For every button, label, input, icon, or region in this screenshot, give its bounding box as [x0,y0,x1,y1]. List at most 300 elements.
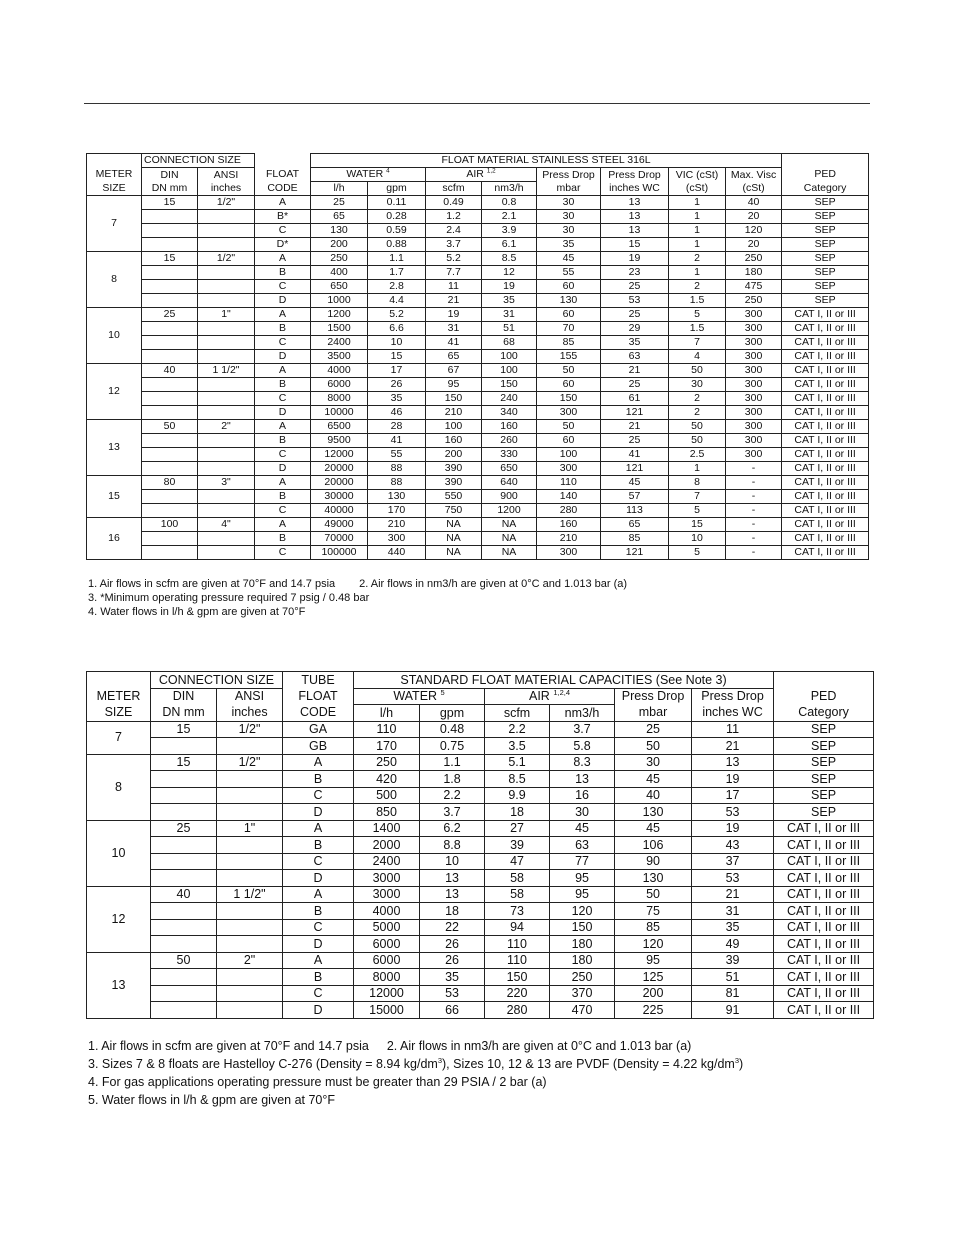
din-cell: 50 [151,952,217,969]
table-row [87,308,869,322]
data-cell: 260 [482,434,537,448]
din-cell: 100 [142,518,198,532]
data-cell: 130 [368,490,426,504]
note-1: 1. Air flows in scfm are given at 70°F and 14.7 psia [88,578,336,590]
data-cell: 12 [482,266,537,280]
data-cell: 10 [368,336,426,350]
header-max-visc-unit: (cSt) [726,182,782,196]
data-cell: 50 [669,364,726,378]
data-cell: 100 [482,364,537,378]
din-cell [142,406,198,420]
data-cell: 8 [669,476,726,490]
din-cell [142,546,198,560]
data-cell: 8.3 [550,754,615,771]
meter-size-cell: 12 [87,364,142,420]
data-cell: 30 [550,804,615,821]
data-cell: 53 [692,870,774,887]
data-cell: 4000 [354,903,420,920]
header-float-material: FLOAT MATERIAL STAINLESS STEEL 316L [311,154,782,168]
data-cell: SEP [782,266,869,280]
data-cell: C [255,224,311,238]
data-cell: 1.5 [669,322,726,336]
data-cell: 1 [669,224,726,238]
data-cell: 58 [485,886,550,903]
data-cell: D [283,936,354,953]
din-cell: 40 [151,886,217,903]
meter-size-cell: 8 [87,252,142,308]
note-3-part-a: 3. Sizes 7 & 8 floats are Hastelloy C-276 (Density = 8.94 kg/dm [88,1057,438,1071]
din-cell: 50 [142,420,198,434]
data-cell: 25 [601,378,669,392]
ansi-cell [198,378,255,392]
data-cell: - [726,490,782,504]
data-cell: 22 [420,919,485,936]
data-cell: 113 [601,504,669,518]
header-gpm: gpm [420,705,485,722]
data-cell: 94 [485,919,550,936]
data-cell: 225 [615,1002,692,1019]
header-lh: l/h [311,182,368,196]
data-cell: 51 [482,322,537,336]
data-cell: 45 [615,820,692,837]
data-cell: 40 [615,787,692,804]
data-cell: 300 [537,462,601,476]
data-cell: 340 [482,406,537,420]
data-cell: 5000 [354,919,420,936]
data-cell: 66 [420,1002,485,1019]
data-cell: 220 [485,985,550,1002]
data-cell: 25 [601,434,669,448]
meter-size-cell: 12 [87,886,151,952]
data-cell: B [255,322,311,336]
ansi-cell: 1 1/2" [198,364,255,378]
data-cell: 25 [601,308,669,322]
data-cell: 43 [692,837,774,854]
data-cell: 300 [726,406,782,420]
data-cell: 15 [669,518,726,532]
data-cell: 2400 [354,853,420,870]
data-cell: 475 [726,280,782,294]
data-cell: CAT I, II or III [774,837,874,854]
data-cell: 8.5 [482,252,537,266]
data-cell: C [255,392,311,406]
data-cell: 8.8 [420,837,485,854]
data-cell: 46 [368,406,426,420]
data-cell: 95 [615,952,692,969]
data-cell: 0.48 [420,721,485,738]
data-cell: D [283,804,354,821]
data-cell: 2 [669,280,726,294]
meter-size-cell: 16 [87,518,142,560]
ansi-cell [217,919,283,936]
data-cell: D* [255,238,311,252]
data-cell: B [255,378,311,392]
data-cell: NA [482,532,537,546]
table-row [87,238,869,252]
data-cell: 170 [368,504,426,518]
data-cell: 850 [354,804,420,821]
data-cell: 6.1 [482,238,537,252]
meter-size-cell: 10 [87,820,151,886]
data-cell: 30 [615,754,692,771]
meter-size-cell: 8 [87,754,151,820]
header-ansi: ANSI [217,688,283,705]
data-cell: CAT I, II or III [782,476,869,490]
din-cell [142,350,198,364]
data-cell: 1.8 [420,771,485,788]
data-cell: 16 [550,787,615,804]
data-cell: 55 [368,448,426,462]
data-cell: CAT I, II or III [782,336,869,350]
header-connection-size: CONNECTION SIZE [151,672,283,689]
din-cell [142,462,198,476]
data-cell: 39 [485,837,550,854]
note-line [88,577,627,591]
data-cell: SEP [774,721,874,738]
ansi-cell [217,870,283,887]
data-cell: 4.4 [368,294,426,308]
data-cell: B [255,490,311,504]
data-cell: SEP [774,754,874,771]
table-row [87,210,869,224]
data-cell: 6000 [354,936,420,953]
data-cell: CAT I, II or III [774,820,874,837]
data-cell: 28 [368,420,426,434]
data-cell: 5.2 [368,308,426,322]
data-cell: 180 [550,952,615,969]
table-row [87,336,869,350]
data-cell: 121 [601,406,669,420]
header-air [426,168,537,182]
data-cell: NA [482,546,537,560]
data-cell: 90 [615,853,692,870]
header-max-visc: Max. Visc [726,168,782,182]
header-press-drop-mbar: Press Drop [537,168,601,182]
meter-size-cell: 13 [87,952,151,1018]
data-cell: 19 [426,308,482,322]
din-cell: 15 [142,196,198,210]
header-inches-wc: inches WC [601,182,669,196]
data-cell: B [283,903,354,920]
ansi-cell [198,266,255,280]
data-cell: 3500 [311,350,368,364]
data-cell: 180 [726,266,782,280]
data-cell: 5.2 [426,252,482,266]
table-row [87,462,869,476]
data-cell: 470 [550,1002,615,1019]
data-cell: 13 [692,754,774,771]
data-cell: 140 [537,490,601,504]
table-row [87,721,874,738]
data-cell: 31 [426,322,482,336]
data-cell: - [726,504,782,518]
data-cell: - [726,532,782,546]
data-cell: B [255,532,311,546]
table-row [87,886,874,903]
data-cell: CAT I, II or III [782,462,869,476]
data-cell: 49 [692,936,774,953]
ansi-cell: 1" [198,308,255,322]
table-row [87,252,869,266]
ansi-cell [198,280,255,294]
data-cell: A [255,476,311,490]
data-cell: 60 [537,434,601,448]
data-cell: 75 [615,903,692,920]
data-cell: 3.7 [420,804,485,821]
data-cell: 85 [615,919,692,936]
ansi-cell: 1/2" [217,721,283,738]
data-cell: 2.2 [420,787,485,804]
data-cell: C [255,336,311,350]
data-cell: C [255,280,311,294]
data-cell: 20000 [311,476,368,490]
data-cell: 100 [426,420,482,434]
data-cell: 200 [426,448,482,462]
din-cell [151,804,217,821]
header-ped: PED [782,168,869,182]
header-din: DIN [142,168,198,182]
header-standard-float: STANDARD FLOAT MATERIAL CAPACITIES (See Note 3) [354,672,774,689]
header-ped: PED [774,688,874,705]
data-cell: 640 [482,476,537,490]
table-row [87,294,869,308]
data-cell: D [283,1002,354,1019]
data-cell: NA [426,532,482,546]
data-cell: 30 [537,210,601,224]
data-cell: 19 [692,771,774,788]
data-cell: 106 [615,837,692,854]
ansi-cell [198,532,255,546]
din-cell [142,378,198,392]
ansi-cell [217,969,283,986]
din-cell [151,969,217,986]
data-cell: A [283,886,354,903]
data-cell: 2.2 [485,721,550,738]
data-cell: 300 [726,364,782,378]
data-cell: 3000 [354,886,420,903]
header-water-label: WATER [346,168,384,181]
table-row [87,434,869,448]
ansi-cell: 1" [217,820,283,837]
ansi-cell [217,1002,283,1019]
table-row [87,952,874,969]
data-cell: 210 [426,406,482,420]
data-cell: 0.75 [420,738,485,755]
header-cell [87,672,151,689]
data-cell: 12000 [354,985,420,1002]
data-cell: 1.1 [420,754,485,771]
din-cell: 40 [142,364,198,378]
data-cell: 150 [426,392,482,406]
data-cell: 650 [482,462,537,476]
data-cell: 53 [601,294,669,308]
header-water [311,168,426,182]
data-cell: CAT I, II or III [782,308,869,322]
data-cell: 0.28 [368,210,426,224]
data-cell: 41 [368,434,426,448]
data-cell: 67 [426,364,482,378]
din-cell [151,919,217,936]
data-cell: A [255,364,311,378]
ansi-cell [217,771,283,788]
data-cell: 61 [601,392,669,406]
data-cell: 3.5 [485,738,550,755]
data-cell: 25 [615,721,692,738]
data-cell: NA [426,518,482,532]
ansi-cell [198,490,255,504]
table-row [87,853,874,870]
data-cell: 39 [692,952,774,969]
ansi-cell: 2" [198,420,255,434]
data-cell: D [283,870,354,887]
data-cell: 10000 [311,406,368,420]
data-cell: 21 [426,294,482,308]
data-cell: A [255,308,311,322]
note-4: 4. For gas applications operating pressure must be greater than 29 PSIA / 2 bar (a) [88,1075,547,1089]
table-row [87,903,874,920]
data-cell: 390 [426,476,482,490]
data-cell: 50 [537,364,601,378]
data-cell: CAT I, II or III [782,546,869,560]
data-cell: 5 [669,546,726,560]
data-cell: 35 [368,392,426,406]
data-cell: A [283,820,354,837]
data-cell: 6.6 [368,322,426,336]
data-cell: SEP [782,280,869,294]
data-cell: 120 [615,936,692,953]
data-cell: 170 [354,738,420,755]
data-cell: 240 [482,392,537,406]
data-cell: 1 [669,210,726,224]
data-cell: 210 [368,518,426,532]
data-cell: CAT I, II or III [782,518,869,532]
data-cell: CAT I, II or III [774,903,874,920]
data-cell: 0.88 [368,238,426,252]
data-cell: 88 [368,476,426,490]
data-cell: D [255,406,311,420]
data-cell: 7 [669,336,726,350]
ansi-cell [198,224,255,238]
data-cell: 31 [482,308,537,322]
data-cell: 550 [426,490,482,504]
table-row [87,985,874,1002]
data-cell: 73 [485,903,550,920]
data-cell: C [283,985,354,1002]
data-cell: 13 [601,224,669,238]
data-cell: 41 [426,336,482,350]
data-cell: 1.5 [669,294,726,308]
data-cell: 150 [485,969,550,986]
data-cell: 60 [537,280,601,294]
data-cell: 35 [601,336,669,350]
data-cell: 45 [537,252,601,266]
din-cell [142,280,198,294]
header-water [354,688,485,705]
ansi-cell [198,434,255,448]
data-cell: 8000 [354,969,420,986]
data-cell: 160 [482,420,537,434]
data-cell: 35 [420,969,485,986]
din-cell [142,532,198,546]
header-air-note: 1,2 [486,167,496,175]
din-cell [142,504,198,518]
data-cell: 100 [537,448,601,462]
data-cell: 280 [537,504,601,518]
data-cell: 49000 [311,518,368,532]
table-header [87,672,874,722]
table2-notes [88,1037,743,1109]
data-cell: B [255,266,311,280]
data-cell: 7 [669,490,726,504]
header-code: CODE [255,182,311,196]
ansi-cell [198,406,255,420]
data-cell: C [255,504,311,518]
ansi-cell [217,787,283,804]
data-cell: 150 [482,378,537,392]
table-row [87,224,869,238]
data-cell: A [255,196,311,210]
ansi-cell [217,804,283,821]
data-cell: 51 [692,969,774,986]
table-body [87,721,874,1018]
data-cell: 50 [669,420,726,434]
data-cell: CAT I, II or III [782,322,869,336]
data-cell: CAT I, II or III [782,350,869,364]
data-cell: 19 [601,252,669,266]
table-row [87,448,869,462]
data-cell: 9.9 [485,787,550,804]
data-cell: 21 [692,886,774,903]
data-cell: 53 [420,985,485,1002]
data-cell: 250 [354,754,420,771]
data-cell: 5.1 [485,754,550,771]
data-cell: 3.7 [550,721,615,738]
data-cell: 110 [537,476,601,490]
data-cell: 13 [601,196,669,210]
data-cell: 440 [368,546,426,560]
ansi-cell: 1/2" [198,196,255,210]
data-cell: 210 [537,532,601,546]
data-cell: 121 [601,462,669,476]
data-cell: 0.8 [482,196,537,210]
data-cell: 40 [726,196,782,210]
ansi-cell: 1 1/2" [217,886,283,903]
data-cell: 200 [615,985,692,1002]
data-cell: 300 [726,434,782,448]
data-cell: 27 [485,820,550,837]
header-din: DIN [151,688,217,705]
table-row [87,266,869,280]
header-meter: METER [87,688,151,705]
data-cell: SEP [782,294,869,308]
header-mbar: mbar [537,182,601,196]
data-cell: 1000 [311,294,368,308]
data-cell: 26 [420,952,485,969]
data-cell: CAT I, II or III [774,853,874,870]
data-cell: 9500 [311,434,368,448]
note-4: 4. Water flows in l/h & gpm are given at 70°F [88,606,306,619]
data-cell: 110 [485,952,550,969]
din-cell: 15 [151,721,217,738]
data-cell: 29 [601,322,669,336]
header-vic: VIC (cSt) [669,168,726,182]
table-row [87,364,869,378]
din-cell [151,1002,217,1019]
data-cell: 3000 [354,870,420,887]
note-5: 5. Water flows in l/h & gpm are given at 70°F [88,1093,336,1107]
data-cell: CAT I, II or III [774,952,874,969]
data-cell: 300 [537,546,601,560]
